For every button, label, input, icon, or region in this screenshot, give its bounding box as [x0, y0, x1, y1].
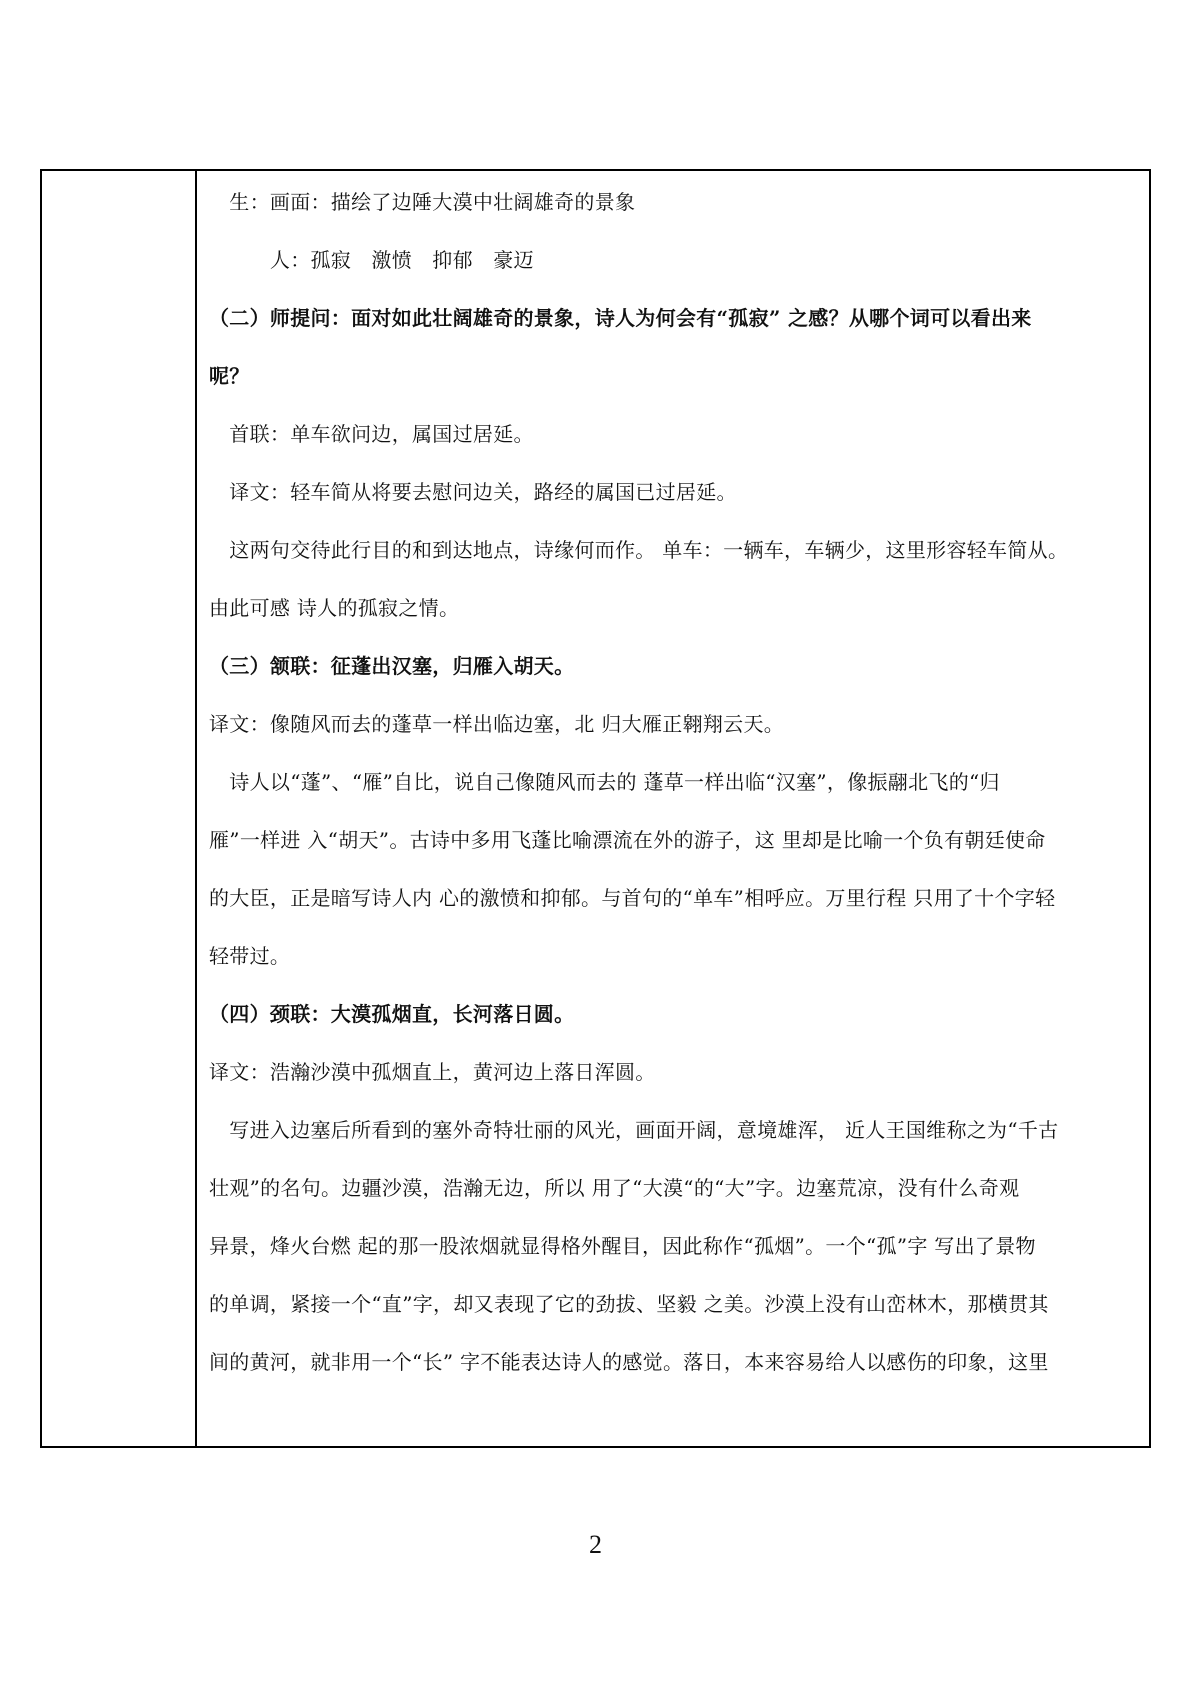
text-line: 的大臣，正是暗写诗人内 心的激愤和抑郁。与首句的“单车”相呼应。万里行程 只用了十个字轻	[209, 886, 1056, 910]
content-table	[40, 169, 1151, 1448]
text-line: 间的黄河，就非用一个“长” 字不能表达诗人的感觉。落日，本来容易给人以感伤的印象，这里	[209, 1350, 1049, 1374]
table-left-column	[42, 171, 197, 1446]
text-line: 这两句交待此行目的和到达地点，诗缘何而作。 单车：一辆车，车辆少，这里形容轻车简从。	[209, 538, 1069, 562]
text-line: 诗人以“蓬”、“雁”自比，说自己像随风而去的 蓬草一样出临“汉塞”，像振翮北飞的“归	[209, 770, 1000, 794]
text-line: 译文：像随风而去的蓬草一样出临边塞，北 归大雁正翱翔云天。	[209, 712, 785, 736]
text-line: 生：画面：描绘了边陲大漠中壮阔雄奇的景象	[209, 190, 636, 214]
text-line: 异景，烽火台燃 起的那一股浓烟就显得格外醒目，因此称作“孤烟”。一个“孤”字 写出了景物	[209, 1234, 1036, 1258]
section-heading: （四）颈联：大漠孤烟直，长河落日圆。	[209, 1002, 575, 1026]
text-line: 写进入边塞后所看到的塞外奇特壮丽的风光，画面开阔，意境雄浑， 近人王国维称之为“千古	[209, 1118, 1059, 1142]
text-line: 的单调，紧接一个“直”字，却又表现了它的劲拔、坚毅 之美。沙漠上没有山峦林木，那横贯其	[209, 1292, 1049, 1316]
text-line: 壮观”的名句。边疆沙漠，浩瀚无边，所以 用了“大漠“的“大”字。边塞荒凉，没有什么奇观	[209, 1176, 1020, 1200]
text-line: 人：孤寂 激愤 抑郁 豪迈	[209, 248, 534, 272]
text-line: 轻带过。	[209, 944, 291, 968]
text-line: 雁”一样进 入“胡天”。古诗中多用飞蓬比喻漂流在外的游子，这 里却是比喻一个负有朝廷使命	[209, 828, 1046, 852]
question-heading-cont: 呢？	[209, 364, 250, 388]
text-line: 首联：单车欲问边，属国过居延。	[209, 422, 534, 446]
question-heading: （二）师提问：面对如此壮阔雄奇的景象，诗人为何会有“孤寂” 之感？从哪个词可以看出来	[209, 306, 1032, 330]
page-number: 2	[589, 1530, 602, 1559]
table-right-column	[197, 171, 1149, 1446]
text-line: 译文：浩瀚沙漠中孤烟直上，黄河边上落日浑圆。	[209, 1060, 656, 1084]
section-heading: （三）颔联：征蓬出汉塞，归雁入胡天。	[209, 654, 575, 678]
text-line: 由此可感 诗人的孤寂之情。	[209, 596, 460, 620]
text-line: 译文：轻车简从将要去慰问边关，路经的属国已过居延。	[209, 480, 737, 504]
